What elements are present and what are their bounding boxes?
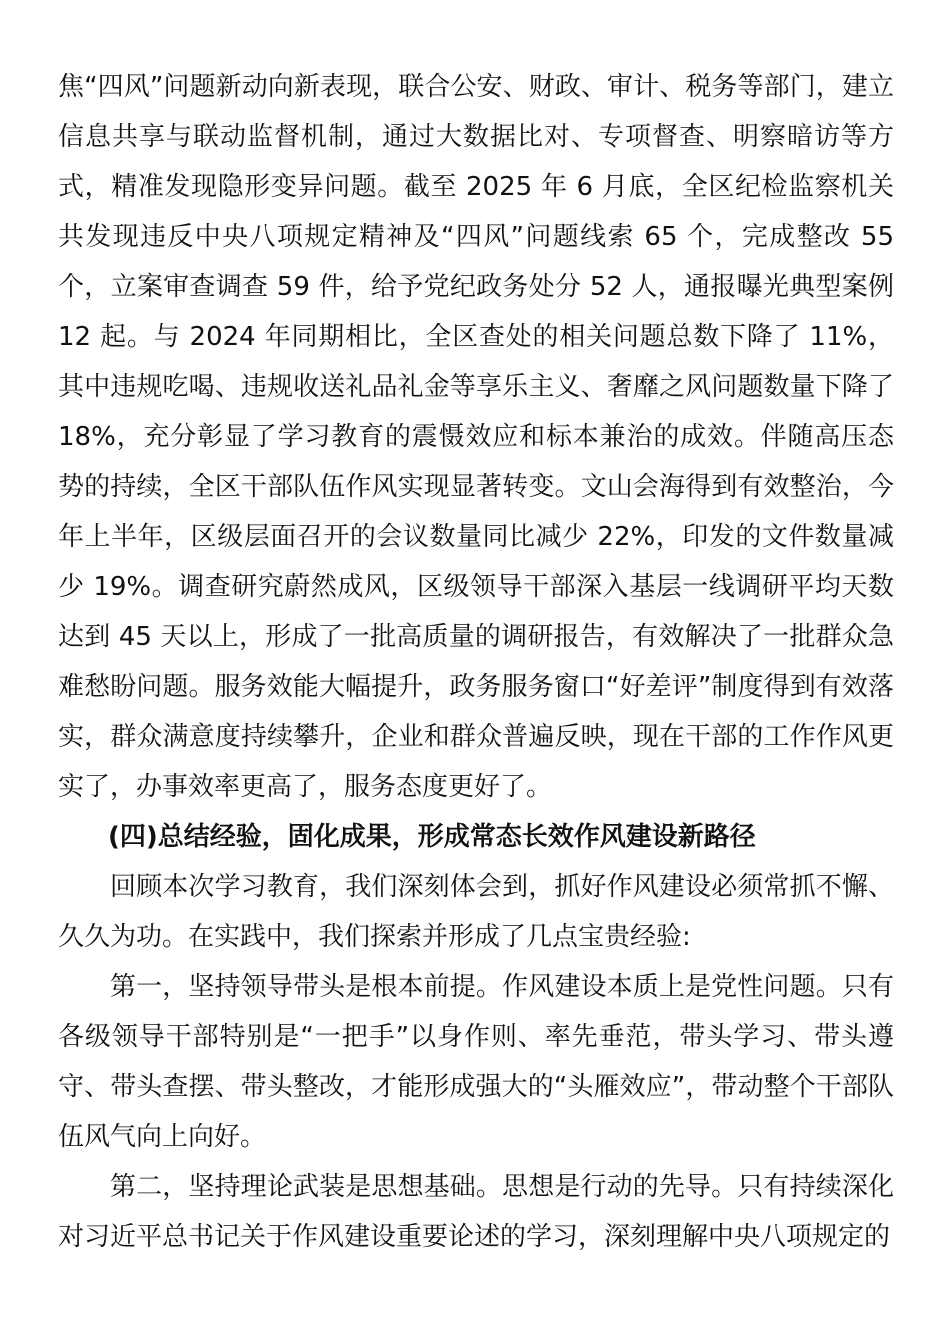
body-paragraph-review: 回顾本次学习教育，我们深刻体会到，抓好作风建设必须常抓不懈、久久为功。在实践中，我们探索并形成了几点宝贵经验:: [58, 872, 894, 952]
body-paragraph-second-experience: 第二，坚持理论武装是思想基础。思想是行动的先导。只有持续深化对习近平总书记关于作风建设重要论述的学习，深刻理解中央八项规定的: [58, 1172, 894, 1252]
document-page: [58, 62, 894, 1262]
section-heading-four: (四)总结经验，固化成果，形成常态长效作风建设新路径: [108, 822, 756, 852]
body-paragraph-results: 焦“四风”问题新动向新表现，联合公安、财政、审计、税务等部门，建立信息共享与联动监督机制，通过大数据比对、专项督查、明察暗访等方式，精准发现隐形变异问题。截至 2025 年 6 月底，全区纪检监察机关共发现违反中央八项规定精神及“四风”问题线索 65 个，完成整改 55 个，立案审查调查 59 件，给予党纪政务处分 52 人，通报曝光典型案例 12 起。与 2024 年同期相比，全区查处的相关问题总数下降了 11%，其中违规吃喝、违规收送礼品礼金等享乐主义、奢靡之风问题数量下降了 18%，充分彰显了学习教育的震慑效应和标本兼治的成效。伴随高压态势的持续，全区干部队伍作风实现显著转变。文山会海得到有效整治，今年上半年，区级层面召开的会议数量同比减少 22%，印发的文件数量减少 19%。调查研究蔚然成风，区级领导干部深入基层一线调研平均天数达到 45 天以上，形成了一批高质量的调研报告，有效解决了一批群众急难愁盼问题。服务效能大幅提升，政务服务窗口“好差评”制度得到有效落实，群众满意度持续攀升，企业和群众普遍反映，现在干部的工作作风更实了，办事效率更高了，服务态度更好了。: [58, 72, 894, 802]
body-paragraph-first-experience: 第一，坚持领导带头是根本前提。作风建设本质上是党性问题。只有各级领导干部特别是“一把手”以身作则、率先垂范，带头学习、带头遵守、带头查摆、带头整改，才能形成强大的“头雁效应”，带动整个干部队伍风气向上向好。: [58, 972, 894, 1152]
